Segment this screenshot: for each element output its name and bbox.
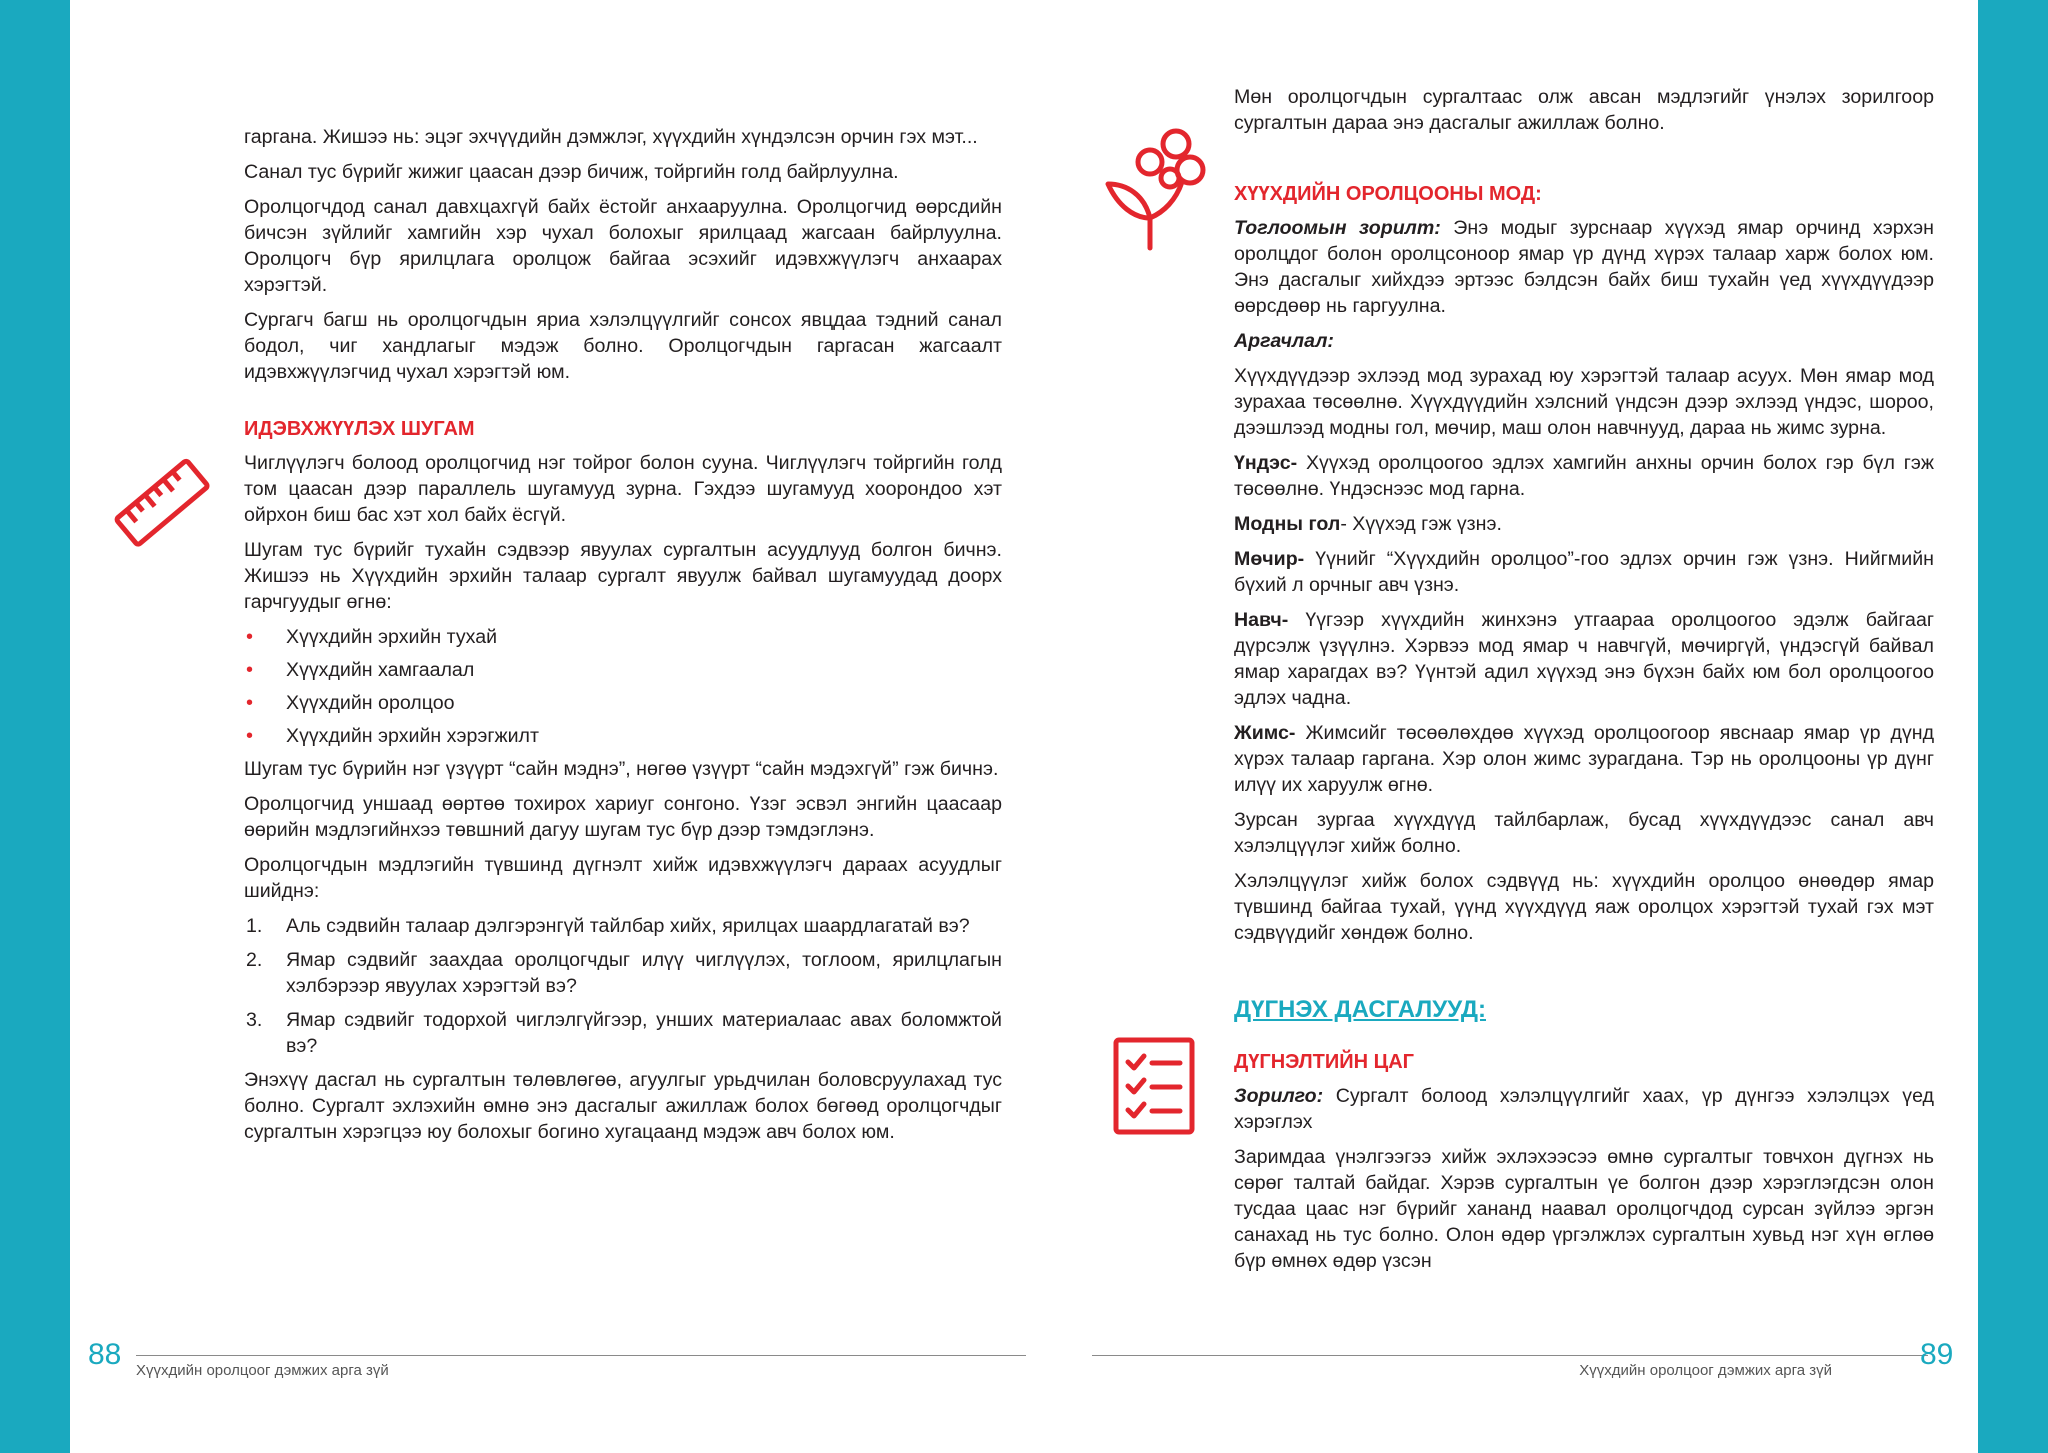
term-paragraph: Навч- Үүгээр хүүхдийн жинхэнэ утгаараа оролцоогоо эдэлж байгааг дүрсэлж үзүүлнэ. Хэрвээ мод ямар ч навчгүй, мөчиргүй, үндэсгүй байвал ямар харагдах вэ? Үүнтэй адил хүүхэд энэ бүхэн байх юм бол оролцоогоо эдлэх чадна. <box>1234 609 1934 709</box>
paragraph: Санал тус бүрийг жижиг цаасан дээр бичиж, тойргийн голд байрлуулна. <box>244 161 899 183</box>
list-item: 3. Ямар сэдвийг тодорхой чиглэлгүйгээр, унших материалаас авах боломжтой вэ? <box>246 1009 1002 1057</box>
paragraph: гаргана. Жишээ нь: эцэг эхчүүдийн дэмжлэг, хүүхдийн хүндэлсэн орчин гэх мэт... <box>244 126 978 148</box>
paragraph: Тоглоомын зорилт: Энэ модыг зурснаар хүүхэд ямар орчинд хэрхэн оролцдог болон оролцсоноор ямар үр дүнд хүрэх талаар харж болох юм. Энэ дасгалыг хийхдээ эртээс бэлдсэн байх биш тухайн үед хүүхдүүдээр өөрсдөөр нь гаргуулна. <box>1234 217 1934 317</box>
list-item: 2. Ямар сэдвийг заахдаа оролцогчдыг илүү чиглүүлэх, тоглоом, ярилцлагын хэлбэрээр явуулах хэрэгтэй вэ? <box>246 949 1002 997</box>
tree-icon <box>1104 126 1224 256</box>
right-page-text-column <box>1234 84 1934 955</box>
chapter-heading-evaluation-exercises: ДҮГНЭХ ДАСГАЛУУД: <box>1234 996 1486 1023</box>
section-heading-participation-tree: ХҮҮХДИЙН ОРОЛЦООНЫ МОД: <box>1234 183 1542 205</box>
paragraph: Сургагч багш нь оролцогчдын яриа хэлэлцүүлгийг сонсох явцдаа тэдний санал бодол, чиг хандлагыг мэдэж болно. Оролцогчдын гаргасан жагсаалт идэвхжүүлэгчид чухал хэрэгтэй юм. <box>244 309 1002 383</box>
numbered-list <box>244 913 1002 1059</box>
term-paragraph: Модны гол- Хүүхэд гэж үзнэ. <box>1234 513 1502 535</box>
bullet-icon: • <box>246 626 254 648</box>
list-item: 1. Аль сэдвийн талаар дэлгэрэнгүй тайлбар хийх, ярилцах шаардлагатай вэ? <box>246 915 970 937</box>
list-item: • Хүүхдийн эрхийн тухай <box>246 626 498 648</box>
paragraph: Заримдаа үнэлгээгээ хийж эхлэхээсээ өмнө сургалтыг товчхон дүгнэх нь сөрөг талтай байдаг. Хэрэв сургалтын үе болгон дээр хэрэглэгдсэн олон тусдаа цаас нэг бүрийг хананд наавал оролцогчдод сурсан зүйлээ эргэн санахад нь тус болно. Олон өдөр үргэлжлэх сургалтын хувьд нэг хүн өглөө бүр өмнөх өдөр үзсэн <box>1234 1146 1934 1272</box>
right-page-lower-column <box>1234 995 1934 1283</box>
page-number: 88 <box>88 1338 122 1371</box>
paragraph: Шугам тус бүрийн нэг үзүүрт “сайн мэднэ”, нөгөө үзүүрт “сайн мэдэхгүй” гэж бичнэ. <box>244 758 999 780</box>
list-item: • Хүүхдийн хамгаалал <box>246 659 475 681</box>
page-number: 89 <box>1920 1338 1954 1371</box>
footer-divider <box>1092 1355 1928 1356</box>
footer-title: Хүүхдийн оролцоог дэмжих арга зүй <box>1579 1362 1832 1379</box>
bullet-icon: • <box>246 659 254 681</box>
paragraph: Хэлэлцүүлэг хийж болох сэдвүүд нь: хүүхдийн оролцоо өнөөдөр ямар түвшинд байгаа тухай, үүнд хүүхдүүд яаж оролцох хэрэгтэй тухай гэх мэт сэдвүүдийг хөндөж болно. <box>1234 870 1934 944</box>
paragraph: Оролцогчдод санал давхцахгүй байх ёстойг анхааруулна. Оролцогчид өөрсдийн бичсэн зүйлийг хамгийн хэр чухал болохыг ярилцаад жагсаан байрлуулна. Оролцогч бүр ярилцлага оролцож байгаа эсэхийг идэвхжүүлэгч анхаарах хэрэгтэй. <box>244 196 1002 296</box>
paragraph: Оролцогчдын мэдлэгийн түвшинд дүгнэлт хийж идэвхжүүлэгч дараах асуудлыг шийднэ: <box>244 854 1002 902</box>
checklist-icon <box>1112 1036 1196 1136</box>
footer-divider <box>136 1355 1026 1356</box>
page-88 <box>70 0 1024 1453</box>
left-margin-bar <box>0 0 70 1453</box>
paragraph: Энэхүү дасгал нь сургалтын төлөвлөгөө, агуулгыг урьдчилан боловсруулахад тус болно. Сургалт эхлэхийн өмнө энэ дасгалыг ажиллаж болох бөгөөд оролцогчдыг сургалтын хэрэгцээ юу болохыг богино хугацаанд мэдэж авч болох юм. <box>244 1069 1002 1143</box>
page-89 <box>1024 0 1978 1453</box>
section-heading-activation-line: ИДЭВХЖҮҮЛЭХ ШУГАМ <box>244 418 475 440</box>
bullet-icon: • <box>246 692 254 714</box>
term-paragraph: Үндэс- Хүүхэд оролцоогоо эдлэх хамгийн анхны орчин болох гэр бүл гэж төсөөлнө. Үндэснээс мод гарна. <box>1234 452 1934 500</box>
paragraph-label: Аргачлал: <box>1234 330 1334 352</box>
footer-title: Хүүхдийн оролцоог дэмжих арга зүй <box>136 1362 389 1379</box>
ruler-icon <box>114 450 214 560</box>
term-paragraph: Мөчир- Үүнийг “Хүүхдийн оролцоо”-гоо эдлэх орчин гэж үзнэ. Нийгмийн бүхий л орчныг авч үзнэ. <box>1234 548 1934 596</box>
paragraph: Чиглүүлэгч болоод оролцогчид нэг тойрог болон сууна. Чиглүүлэгч тойргийн голд том цаасан дээр параллель шугамууд зурна. Гэхдээ шугамууд хоорондоо хэт ойрхон биш бас хэт хол байх ёсгүй. <box>244 452 1002 526</box>
section-heading-summary-time: ДҮГНЭЛТИЙН ЦАГ <box>1234 1051 1415 1073</box>
paragraph: Хүүхдүүдээр эхлээд мод зурахад юу хэрэгтэй талаар асуух. Мөн ямар мод зурахаа төсөөлнө. Хүүхдүүдийн хэлсний үндсэн дээр эхлээд үндэс, шороо, дээшлээд модны гол, мөчир, маш олон навчнууд, дараа нь жимс зурна. <box>1234 365 1934 439</box>
right-margin-bar <box>1978 0 2048 1453</box>
bullet-list <box>244 624 1002 749</box>
bullet-icon: • <box>246 725 254 747</box>
paragraph: Шугам тус бүрийг тухайн сэдвээр явуулах сургалтын асуудлууд болгон бичнэ. Жишээ нь Хүүхдийн эрхийн талаар сургалт явуулж байвал шугамуудад доорх гарчгуудыг өгнө: <box>244 539 1002 613</box>
list-item: • Хүүхдийн оролцоо <box>246 692 455 714</box>
paragraph: Зурсан зургаа хүүхдүүд тайлбарлаж, бусад хүүхдүүдээс санал авч хэлэлцүүлэг хийж болно. <box>1234 809 1934 857</box>
paragraph: Зорилго: Сургалт болоод хэлэлцүүлгийг хаах, үр дүнгээ хэлэлцэх үед хэрэглэх <box>1234 1085 1934 1133</box>
left-page-text-column <box>244 124 1002 1154</box>
list-item: • Хүүхдийн эрхийн хэрэгжилт <box>246 725 539 747</box>
paragraph: Оролцогчид уншаад өөртөө тохирох хариуг сонгоно. Үзэг эсвэл энгийн цаасаар өөрийн мэдлэгийнхээ төвшний дагуу шугам тус бүр дээр тэмдэглэнэ. <box>244 793 1002 841</box>
term-paragraph: Жимс- Жимсийг төсөөлөхдөө хүүхэд оролцоогоор явснаар ямар үр дүнд хүрэх талаар гаргана. Хэр олон жимс зурагдана. Тэр нь оролцооны үр дүнг илүү их харуулж өгнө. <box>1234 722 1934 796</box>
paragraph: Мөн оролцогчдын сургалтаас олж авсан мэдлэгийг үнэлэх зорилгоор сургалтын дараа энэ дасгалыг ажиллаж болно. <box>1234 86 1934 134</box>
